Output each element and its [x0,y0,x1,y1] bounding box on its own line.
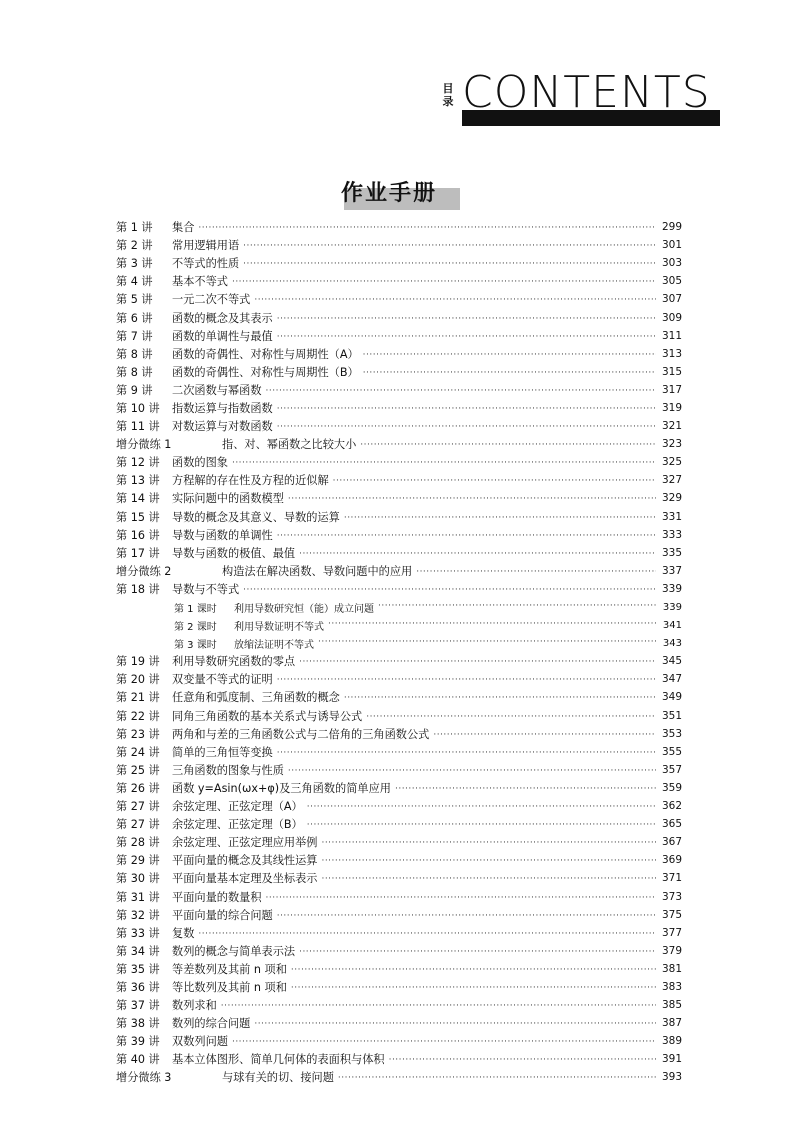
toc-entry-page: 373 [661,890,682,903]
toc-entry-title: 基本立体图形、简单几何体的表面积与体积 [172,1053,385,1067]
toc-entry-title: 常用逻辑用语 [172,239,240,253]
toc-entry-title: 导数与不等式 [172,582,240,596]
toc-entry-title: 复数 [172,926,195,940]
toc-entry[interactable] [116,562,682,580]
toc-entry-page: 375 [661,908,682,921]
toc-entry-number: 第 3 讲 [116,257,153,271]
toc-dot-leader [288,491,656,503]
toc-entry-number: 第 39 讲 [116,1035,160,1049]
toc-entry[interactable] [116,435,682,453]
toc-entry-page: 327 [661,474,682,487]
toc-entry[interactable] [116,779,682,797]
toc-entry[interactable] [116,634,682,652]
toc-entry-number: 第 1 讲 [116,221,153,235]
toc-dot-leader [363,365,656,377]
toc-entry-page: 377 [661,926,682,939]
toc-entry-number: 第 31 讲 [116,890,160,904]
toc-entry-page: 369 [661,854,682,867]
toc-entry-page: 365 [661,818,682,831]
toc-entry-page: 339 [661,582,682,595]
toc-entry-page: 387 [661,1017,682,1030]
toc-entry-title: 平面向量的概念及其线性运算 [172,854,318,868]
toc-dot-leader [198,220,656,232]
contents-logo: CONTENTS [462,67,711,118]
toc-entry[interactable] [116,833,682,851]
toc-dot-leader [232,274,656,286]
toc-entry-page: 309 [661,311,682,324]
toc-dot-leader [277,528,656,540]
toc-entry-page: 321 [661,420,682,433]
toc-dot-leader [299,654,656,666]
toc-dot-leader [291,962,656,974]
toc-entry-title: 构造法在解决函数、导数问题中的应用 [222,564,413,578]
toc-entry-number: 增分微练 2 [116,564,172,578]
toc-entry[interactable] [116,471,682,489]
toc-dot-leader [307,799,656,811]
toc-entry-title: 导数的概念及其意义、导数的运算 [172,510,340,524]
toc-entry-page: 333 [661,528,682,541]
toc-entry-title: 方程解的存在性及方程的近似解 [172,474,329,488]
toc-dot-leader [277,311,656,323]
toc-entry[interactable] [116,688,682,706]
toc-entry-page: 305 [661,275,682,288]
toc-entry-number: 第 6 讲 [116,311,153,325]
toc-entry-number: 第 1 课时 [174,603,217,615]
toc-entry[interactable] [116,924,682,942]
toc-entry-number: 第 25 讲 [116,763,160,777]
toc-entry[interactable] [116,290,682,308]
toc-entry-page: 303 [661,257,682,270]
toc-dot-leader [344,690,656,702]
toc-entry-page: 391 [661,1053,682,1066]
toc-entry-number: 第 18 讲 [116,582,160,596]
toc-dot-leader [254,292,656,304]
toc-entry-number: 第 11 讲 [116,420,160,434]
contents-header [438,68,718,126]
toc-entry-page: 313 [661,347,682,360]
toc-entry-number: 第 38 讲 [116,1017,160,1031]
toc-dot-leader [360,437,656,449]
toc-entry-number: 第 34 讲 [116,944,160,958]
toc-dot-leader [277,745,656,757]
toc-entry-page: 339 [662,601,682,613]
toc-entry-title: 与球有关的切、接问题 [222,1071,334,1085]
toc-entry-number: 第 27 讲 [116,818,160,832]
toc-entry-page: 351 [661,709,682,722]
toc-dot-leader [307,817,656,829]
toc-entry-page: 335 [661,546,682,559]
toc-entry-title: 函数的奇偶性、对称性与周期性（A） [172,347,359,361]
toc-entry-number: 第 30 讲 [116,872,160,886]
toc-entry[interactable] [116,580,682,598]
toc-entry-number: 第 23 讲 [116,727,160,741]
toc-entry-title: 指数运算与指数函数 [172,401,273,415]
toc-dot-leader [321,853,656,865]
toc-entry[interactable] [116,815,682,833]
toc-entry-page: 349 [661,691,682,704]
toc-entry[interactable] [116,489,682,507]
toc-entry-page: 389 [661,1035,682,1048]
toc-entry-number: 第 5 讲 [116,293,153,307]
toc-dot-leader [433,727,656,739]
toc-entry-number: 第 35 讲 [116,962,160,976]
toc-entry-title: 函数的图象 [172,456,228,470]
toc-entry[interactable] [116,236,682,254]
toc-entry-page: 343 [662,637,682,649]
toc-dot-leader [243,238,656,250]
table-of-contents [116,218,682,1087]
toc-entry[interactable] [116,1032,682,1050]
toc-entry-title: 简单的三角恒等变换 [172,745,273,759]
toc-entry-title: 数列的概念与简单表示法 [172,944,296,958]
toc-entry[interactable] [116,453,682,471]
toc-entry[interactable] [116,327,682,345]
toc-dot-leader [198,926,656,938]
toc-entry-number: 第 20 讲 [116,673,160,687]
toc-entry-page: 331 [661,510,682,523]
toc-entry-number: 第 15 讲 [116,510,160,524]
toc-entry-number: 第 37 讲 [116,999,160,1013]
toc-dot-leader [338,1070,656,1082]
toc-entry-page: 357 [661,763,682,776]
toc-dot-leader [277,908,656,920]
toc-entry-number: 增分微练 1 [116,438,172,452]
toc-entry-title: 不等式的性质 [172,257,240,271]
toc-entry-page: 345 [661,655,682,668]
toc-entry-number: 第 7 讲 [116,329,153,343]
toc-dot-leader [416,564,656,576]
toc-entry-title: 利用导数证明不等式 [234,621,324,633]
toc-dot-leader [277,401,656,413]
toc-entry-page: 379 [661,944,682,957]
toc-entry-title: 函数 y=Asin(ωx+φ)及三角函数的简单应用 [172,781,391,795]
toc-dot-leader [344,510,656,522]
toc-dot-leader [266,383,656,395]
toc-entry[interactable] [116,960,682,978]
toc-dot-leader [378,600,656,612]
toc-entry[interactable] [116,996,682,1014]
toc-entry-number: 第 3 课时 [174,639,217,651]
toc-entry-number: 第 4 讲 [116,275,153,289]
toc-entry-page: 371 [661,872,682,885]
toc-entry-page: 337 [661,564,682,577]
toc-entry-page: 341 [662,619,682,631]
toc-entry-page: 319 [661,401,682,414]
toc-entry-title: 集合 [172,221,195,235]
toc-entry-page: 385 [661,999,682,1012]
toc-entry[interactable] [116,670,682,688]
toc-entry-number: 第 33 讲 [116,926,160,940]
toc-dot-leader [266,890,656,902]
toc-entry-page: 381 [661,962,682,975]
toc-entry-title: 实际问题中的函数模型 [172,492,284,506]
toc-entry-title: 放缩法证明不等式 [234,639,314,651]
toc-entry-title: 同角三角函数的基本关系式与诱导公式 [172,709,363,723]
toc-entry[interactable] [116,272,682,290]
toc-dot-leader [288,763,656,775]
section-title [330,180,458,210]
toc-dot-leader [318,636,656,648]
toc-entry-title: 利用导数研究函数的零点 [172,655,296,669]
toc-dot-leader [232,1034,656,1046]
toc-entry-number: 第 12 讲 [116,456,160,470]
toc-dot-leader [291,980,656,992]
toc-entry[interactable] [116,851,682,869]
toc-entry-title: 平面向量的综合问题 [172,908,273,922]
toc-entry-number: 第 13 讲 [116,474,160,488]
toc-entry-page: 315 [661,365,682,378]
toc-entry-page: 393 [661,1071,682,1084]
toc-entry-number: 第 24 讲 [116,745,160,759]
toc-entry-page: 347 [661,673,682,686]
mulu-label: 目录 [442,82,454,108]
toc-entry[interactable] [116,308,682,326]
toc-entry-title: 对数运算与对数函数 [172,420,273,434]
toc-dot-leader [243,582,656,594]
toc-entry-number: 第 19 讲 [116,655,160,669]
section-title-text: 作业手册 [340,181,437,206]
toc-entry[interactable] [116,616,682,634]
toc-entry[interactable] [116,1068,682,1086]
toc-dot-leader [221,998,656,1010]
toc-dot-leader [363,347,656,359]
toc-entry-page: 362 [661,800,682,813]
toc-entry-number: 第 26 讲 [116,781,160,795]
toc-entry-number: 第 17 讲 [116,546,160,560]
toc-entry-title: 双数列问题 [172,1035,228,1049]
toc-entry-title: 利用导数研究恒（能）成立问题 [234,603,374,615]
toc-entry[interactable] [116,345,682,363]
toc-entry[interactable] [116,725,682,743]
toc-entry[interactable] [116,869,682,887]
toc-entry-title: 余弦定理、正弦定理应用举例 [172,836,318,850]
toc-dot-leader [333,473,656,485]
toc-entry-title: 双变量不等式的证明 [172,673,273,687]
toc-dot-leader [277,329,656,341]
toc-entry-page: 353 [661,727,682,740]
toc-entry[interactable] [116,1014,682,1032]
toc-entry-title: 导数与函数的极值、最值 [172,546,296,560]
toc-dot-leader [366,709,656,721]
toc-entry-title: 指、对、幂函数之比较大小 [222,438,357,452]
toc-entry[interactable] [116,797,682,815]
toc-entry[interactable] [116,707,682,725]
toc-entry-page: 311 [661,329,682,342]
toc-entry-title: 任意角和弧度制、三角函数的概念 [172,691,340,705]
toc-entry[interactable] [116,652,682,670]
toc-entry[interactable] [116,544,682,562]
toc-entry-title: 数列的综合问题 [172,1017,251,1031]
toc-entry-page: 325 [661,456,682,469]
toc-dot-leader [395,781,656,793]
toc-dot-leader [299,944,656,956]
toc-dot-leader [232,455,656,467]
toc-dot-leader [389,1052,656,1064]
toc-dot-leader [277,672,656,684]
toc-entry-page: 383 [661,980,682,993]
toc-entry-title: 平面向量的数量积 [172,890,262,904]
toc-entry-number: 第 8 讲 [116,365,153,379]
toc-entry-number: 第 10 讲 [116,401,160,415]
toc-entry-number: 第 9 讲 [116,383,153,397]
toc-dot-leader [328,618,656,630]
toc-entry[interactable] [116,381,682,399]
toc-entry-title: 导数与函数的单调性 [172,528,273,542]
toc-entry[interactable] [116,417,682,435]
toc-dot-leader [243,256,656,268]
toc-entry-number: 第 27 讲 [116,800,160,814]
toc-entry-title: 余弦定理、正弦定理（A） [172,800,303,814]
toc-entry-page: 301 [661,239,682,252]
toc-entry[interactable] [116,218,682,236]
toc-dot-leader [277,419,656,431]
toc-dot-leader [321,835,656,847]
toc-entry[interactable] [116,942,682,960]
toc-entry[interactable] [116,761,682,779]
toc-entry-title: 函数的单调性与最值 [172,329,273,343]
toc-entry-title: 余弦定理、正弦定理（B） [172,818,303,832]
toc-entry-number: 第 32 讲 [116,908,160,922]
toc-entry[interactable] [116,598,682,616]
toc-entry-page: 317 [661,383,682,396]
toc-entry-title: 数列求和 [172,999,217,1013]
toc-entry[interactable] [116,978,682,996]
toc-entry-number: 第 14 讲 [116,492,160,506]
toc-entry-title: 二次函数与幂函数 [172,383,262,397]
toc-entry-number: 第 28 讲 [116,836,160,850]
toc-entry-number: 第 2 讲 [116,239,153,253]
toc-entry-page: 299 [661,221,682,234]
toc-entry-number: 第 36 讲 [116,980,160,994]
toc-entry-title: 函数的概念及其表示 [172,311,273,325]
toc-entry[interactable] [116,526,682,544]
toc-entry[interactable] [116,508,682,526]
toc-entry-title: 三角函数的图象与性质 [172,763,284,777]
toc-entry-number: 第 2 课时 [174,621,217,633]
toc-entry-page: 359 [661,781,682,794]
toc-entry-page: 323 [661,438,682,451]
toc-entry-title: 基本不等式 [172,275,228,289]
toc-entry-page: 329 [661,492,682,505]
toc-entry[interactable] [116,363,682,381]
toc-entry-page: 367 [661,836,682,849]
toc-entry-number: 第 16 讲 [116,528,160,542]
toc-entry-number: 第 40 讲 [116,1053,160,1067]
toc-entry[interactable] [116,1050,682,1068]
toc-entry-number: 第 29 讲 [116,854,160,868]
toc-dot-leader [299,546,656,558]
toc-entry-number: 第 21 讲 [116,691,160,705]
toc-entry-number: 增分微练 3 [116,1071,172,1085]
toc-entry[interactable] [116,254,682,272]
toc-entry-title: 两角和与差的三角函数公式与二倍角的三角函数公式 [172,727,430,741]
toc-entry-title: 函数的奇偶性、对称性与周期性（B） [172,365,359,379]
toc-entry[interactable] [116,399,682,417]
toc-entry-page: 355 [661,745,682,758]
toc-entry-title: 一元二次不等式 [172,293,251,307]
toc-dot-leader [321,871,656,883]
toc-dot-leader [254,1016,656,1028]
toc-entry-title: 平面向量基本定理及坐标表示 [172,872,318,886]
toc-entry[interactable] [116,906,682,924]
toc-entry[interactable] [116,887,682,905]
toc-entry-number: 第 8 讲 [116,347,153,361]
toc-entry-title: 等差数列及其前 n 项和 [172,962,287,976]
toc-entry[interactable] [116,743,682,761]
toc-entry-title: 等比数列及其前 n 项和 [172,980,287,994]
toc-entry-page: 307 [661,293,682,306]
toc-entry-number: 第 22 讲 [116,709,160,723]
